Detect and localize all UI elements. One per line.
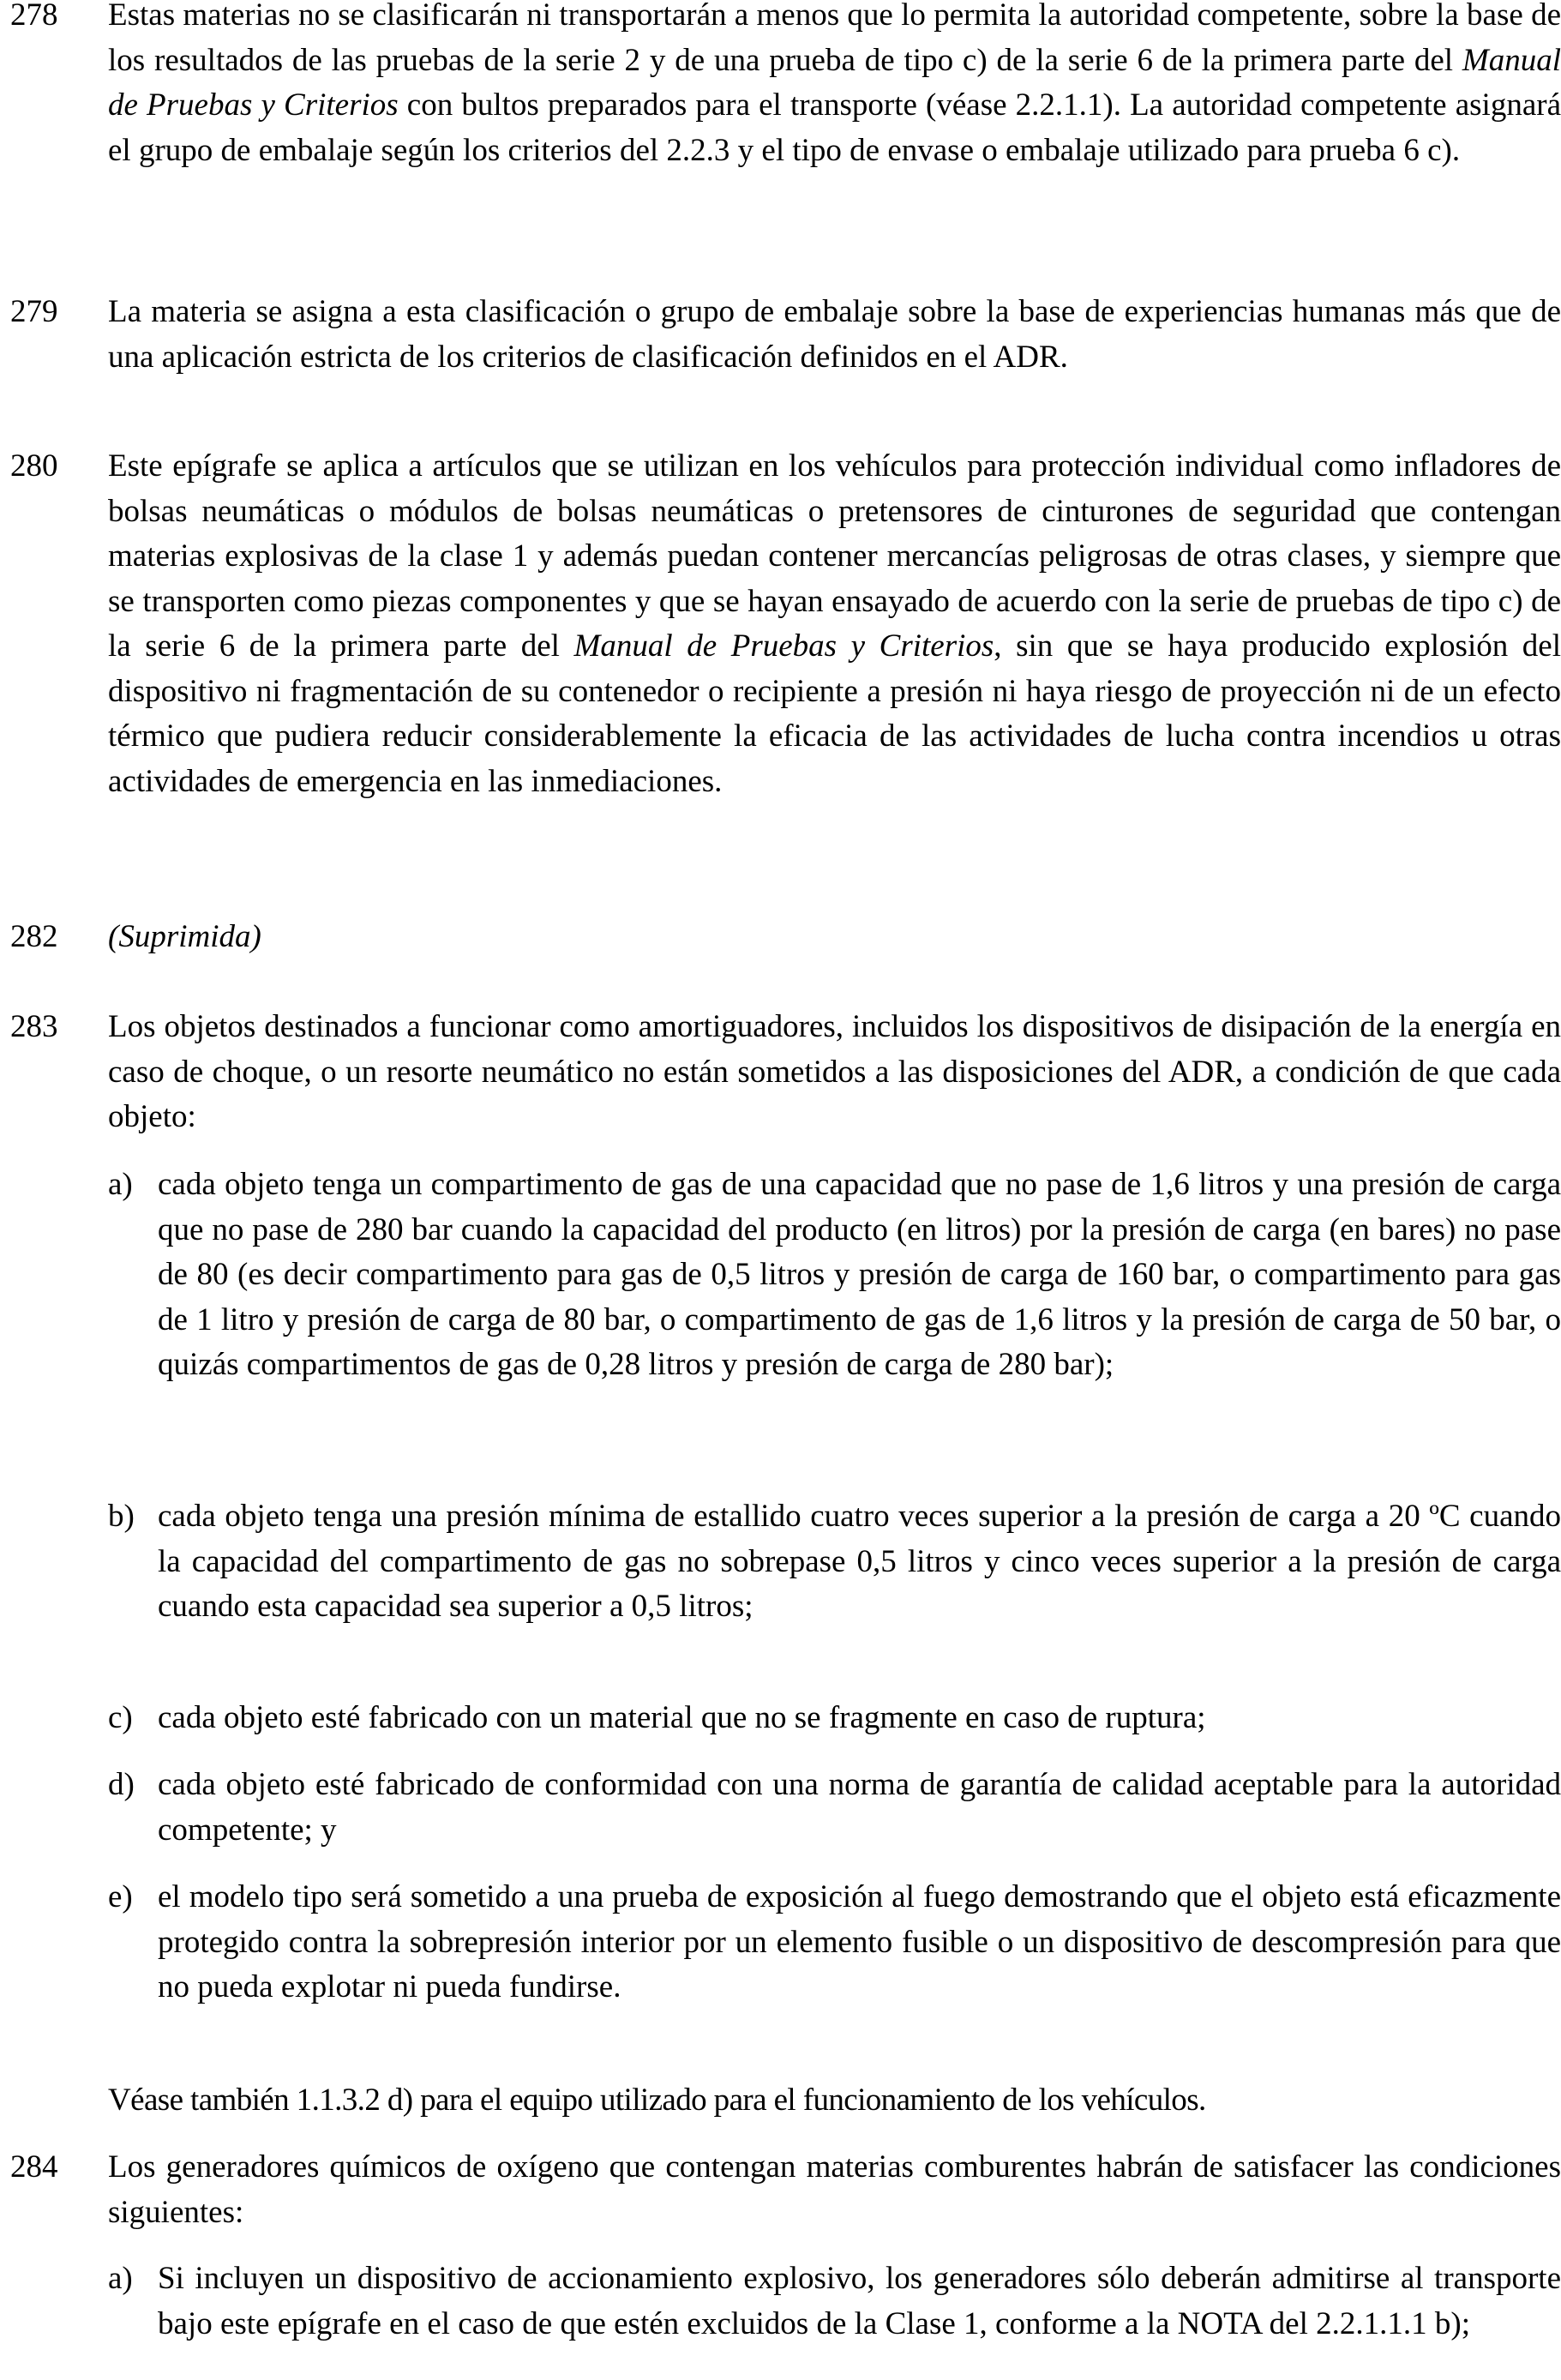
provision-text: Este epígrafe se aplica a artículos que se utilizan en los vehículos para protección individual como infladores de bolsas neumáticas o módulos de bolsas neumáticas o pretensores de cinturones de seguridad que contengan materias explosivas de la clase 1 y además puedan contener mercancías peligrosas de otras clases, y siempre que se transporten como piezas componentes y que se hayan ensayado de acuerdo con la serie de pruebas de tipo c) de la serie 6 de la primera parte del Manual de Pruebas y Criterios, sin que se haya producido explosión del dispositivo ni fragmentación de su contenedor o recipiente a presión ni haya riesgo de proyección ni de un efecto térmico que pudiera reducir considerablemente la eficacia de las actividades de lucha contra incendios u otras actividades de emergencia en las inmediaciones.: [108, 448, 1561, 799]
provision-number: 283: [10, 1009, 58, 1044]
provision-number: 279: [10, 294, 58, 329]
manual-title-reference: Manual de Pruebas y Criterios: [573, 628, 994, 664]
provision-number: 278: [10, 0, 58, 33]
provision-284-item-a: [10, 2257, 1561, 2347]
provision-number: 282: [10, 919, 58, 954]
provision-283-item-d: [10, 1763, 1561, 1853]
item-text: cada objeto tenga un compartimento de gas de una capacidad que no pase de 1,6 litros y una presión de carga que no pase de 280 bar cuando la capacidad del producto (en litros) por la presión de carga (en bares) no pase de 80 (es decir compartimento para gas de 0,5 litros y presión de carga de 160 bar, o compartimento para gas de 1 litro y presión de carga de 80 bar, o compartimento de gas de 1,6 litros y la presión de carga de 50 bar, o quizás compartimentos de gas de 0,28 litros y presión de carga de 280 bar);: [158, 1167, 1561, 1382]
item-text: Si incluyen un dispositivo de accionamiento explosivo, los generadores sólo deberán admitirse al transporte bajo este epígrafe en el caso de que estén excluidos de la Clase 1, conforme a la NOTA del 2.2.1.1.1 b);: [158, 2261, 1561, 2341]
provision-283-item-c: [10, 1696, 1561, 1741]
manual-title-reference: Manual de Pruebas y Criterios: [108, 42, 1561, 123]
item-text: cada objeto tenga una presión mínima de estallido cuatro veces superior a la presión de carga a 20 ºC cuando la capacidad del compartimento de gas no sobrepase 0,5 litros y cinco veces superior a la presión de carga cuando esta capacidad sea superior a 0,5 litros;: [158, 1499, 1561, 1624]
provision-intro: Los generadores químicos de oxígeno que contengan materias comburentes habrán de satisfacer las condiciones siguientes:: [108, 2149, 1561, 2230]
list-item: [108, 1763, 1561, 1853]
provision-284: [10, 2145, 1561, 2235]
item-text: cada objeto esté fabricado con un material que no se fragmente en caso de ruptura;: [158, 1700, 1206, 1735]
provision-283-items: [10, 1163, 1561, 1388]
item-letter: b): [108, 1499, 135, 1534]
item-text: cada objeto esté fabricado de conformidad con una norma de garantía de calidad aceptable para la autoridad competente; y: [158, 1767, 1561, 1848]
provision-280: [10, 444, 1561, 804]
list-item: [108, 1875, 1561, 2010]
provision-279: [10, 290, 1561, 380]
list-item: [108, 2257, 1561, 2347]
item-text: el modelo tipo será sometido a una prueba de exposición al fuego demostrando que el objeto está eficazmente protegido contra la sobrepresión interior por un elemento fusible o un dispositivo de descompresión para que no pueda explotar ni pueda fundirse.: [158, 1879, 1561, 2004]
provision-text: (Suprimida): [108, 919, 261, 954]
list-item: [108, 1163, 1561, 1388]
item-letter: c): [108, 1700, 133, 1735]
list-item: [108, 1696, 1561, 1741]
item-letter: a): [108, 2261, 133, 2296]
provision-282: [10, 915, 1561, 960]
provision-283-item-b: [10, 1494, 1561, 1630]
item-letter: a): [108, 1167, 133, 1202]
item-letter: d): [108, 1767, 135, 1802]
provision-text: Estas materias no se clasificarán ni transportarán a menos que lo permita la autoridad competente, sobre la base de los resultados de las pruebas de la serie 2 y de una prueba de tipo c) de la serie 6 de la primera parte del Manual de Pruebas y Criterios con bultos preparados para el transporte (véase 2.2.1.1). La autoridad competente asignará el grupo de embalaje según los criterios del 2.2.3 y el tipo de envase o embalaje utilizado para prueba 6 c).: [108, 0, 1561, 168]
list-item: [108, 1494, 1561, 1630]
provision-number: 280: [10, 448, 58, 484]
see-also-note: Véase también 1.1.3.2 d) para el equipo utilizado para el funcionamiento de los vehículos.: [108, 2082, 1206, 2118]
provision-283-note: [10, 2078, 1561, 2124]
provision-283: [10, 1005, 1561, 1140]
provision-283-item-e: [10, 1875, 1561, 2010]
provision-text: La materia se asigna a esta clasificación o grupo de embalaje sobre la base de experiencias humanas más que de una aplicación estricta de los criterios de clasificación definidos en el ADR.: [108, 294, 1561, 375]
provision-278: [10, 0, 1561, 173]
provision-intro: Los objetos destinados a funcionar como amortiguadores, incluidos los dispositivos de disipación de la energía en caso de choque, o un resorte neumático no están sometidos a las disposiciones del ADR, a condición de que cada objeto:: [108, 1009, 1561, 1134]
provision-number: 284: [10, 2149, 58, 2185]
item-letter: e): [108, 1879, 133, 1914]
